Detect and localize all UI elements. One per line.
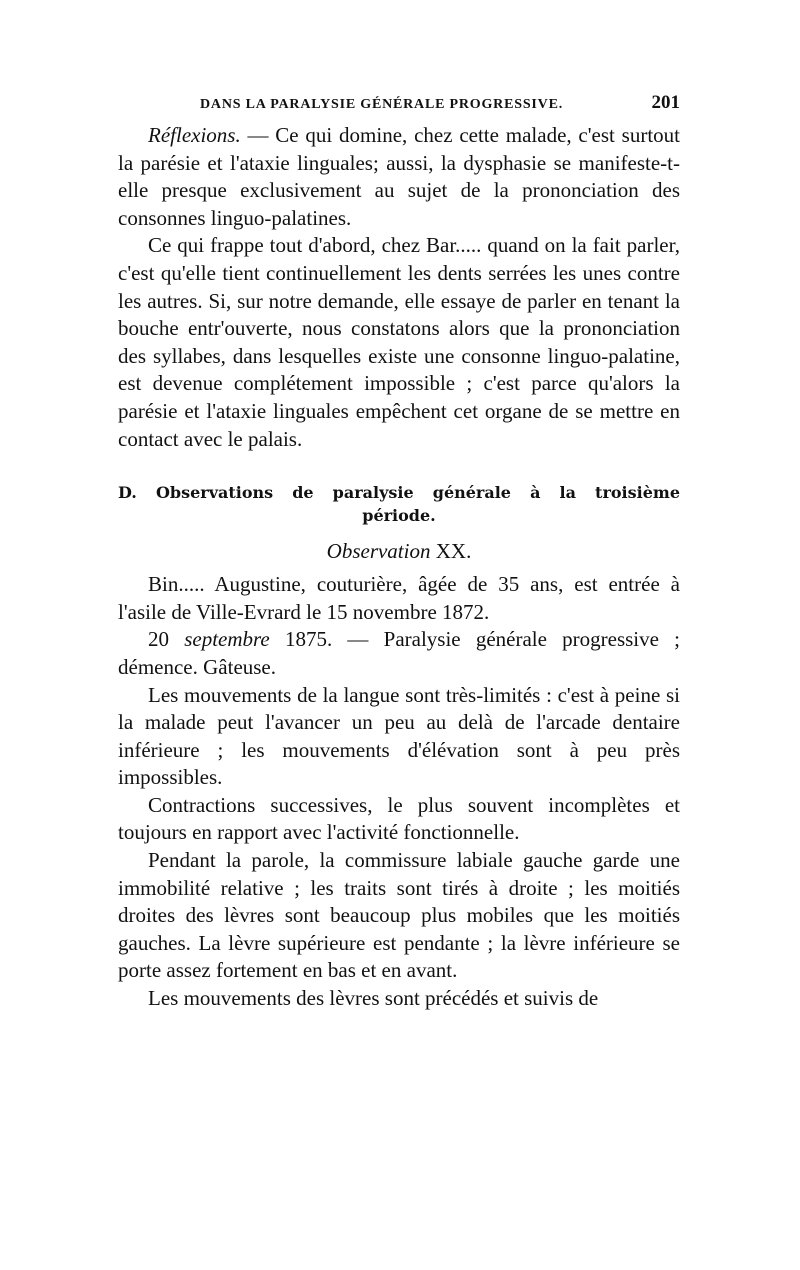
- section-heading: [118, 481, 680, 527]
- paragraph-reflexions: [118, 122, 680, 232]
- paragraph-observation-bar: Ce qui frappe tout d'abord, chez Bar..... quand on la fait parler, c'est qu'elle tient continuellement les dents serrées les unes contre les autres. Si, sur notre demande, elle essaye de parler en tenant la bouche entr'ouverte, nous constatons alors que la prononciation des syllabes, dans lesquelles existe une consonne linguo-palatine, est devenue complétement impossible ; c'est parce qu'alors la parésie et l'ataxie linguales empêchent cet organe de se mettre en contact avec le palais.: [118, 233, 680, 451]
- observation-title-word: Observation: [326, 539, 431, 564]
- date-month: septembre: [184, 627, 270, 652]
- paragraph-lips: Pendant la parole, la commissure labiale gauche garde une immobilité relative ; les traits sont tirés à droite ; les moitiés droites des lèvres sont beaucoup plus mobiles que les moitiés gauches. La lèvre supérieure est pendante ; la lèvre inférieure se porte assez fortement en bas et en avant.: [118, 848, 680, 983]
- paragraph-patient-intro: Bin..... Augustine, couturière, âgée de 35 ans, est entrée à l'asile de Ville-Evrard le 15 novembre 1872.: [118, 572, 680, 624]
- paragraph-tongue: Les mouvements de la langue sont très-limités : c'est à peine si la malade peut l'avancer un peu au delà de l'arcade dentaire inférieure ; les mouvements d'élévation sont à peu près impossibles.: [118, 682, 680, 790]
- observation-title: [118, 537, 680, 565]
- running-title: DANS LA PARALYSIE GÉNÉRALE PROGRESSIVE.: [200, 97, 564, 112]
- paragraph-contractions: Contractions successives, le plus souvent incomplètes et toujours en rapport avec l'activité fonctionnelle.: [118, 792, 680, 845]
- paragraph-continuation: Les mouvements des lèvres sont précédés et suivis de: [148, 986, 599, 1011]
- running-header: [200, 92, 680, 122]
- paragraph-date-entry: [118, 626, 680, 681]
- observation-title-number: XX.: [430, 539, 472, 564]
- page-number: 201: [651, 92, 680, 113]
- section-heading-line2: période.: [362, 506, 436, 526]
- section-heading-line1: D. Observations de paralysie générale à la troisième: [118, 483, 680, 503]
- date-entry-text: 1875. — Paralysie générale progressive ; démence. Gâteuse.: [118, 627, 681, 679]
- book-page: [118, 92, 680, 1013]
- date-day: 20: [148, 627, 185, 652]
- reflexions-lead: Réflexions.: [148, 123, 241, 147]
- reflexions-text: — Ce qui domine, chez cette malade, c'est surtout la parésie et l'ataxie linguales; aussi, la dysphasie se manifeste-t-elle presque exclusivement au sujet de la prononciation des consonnes linguo-palatines.: [118, 123, 680, 230]
